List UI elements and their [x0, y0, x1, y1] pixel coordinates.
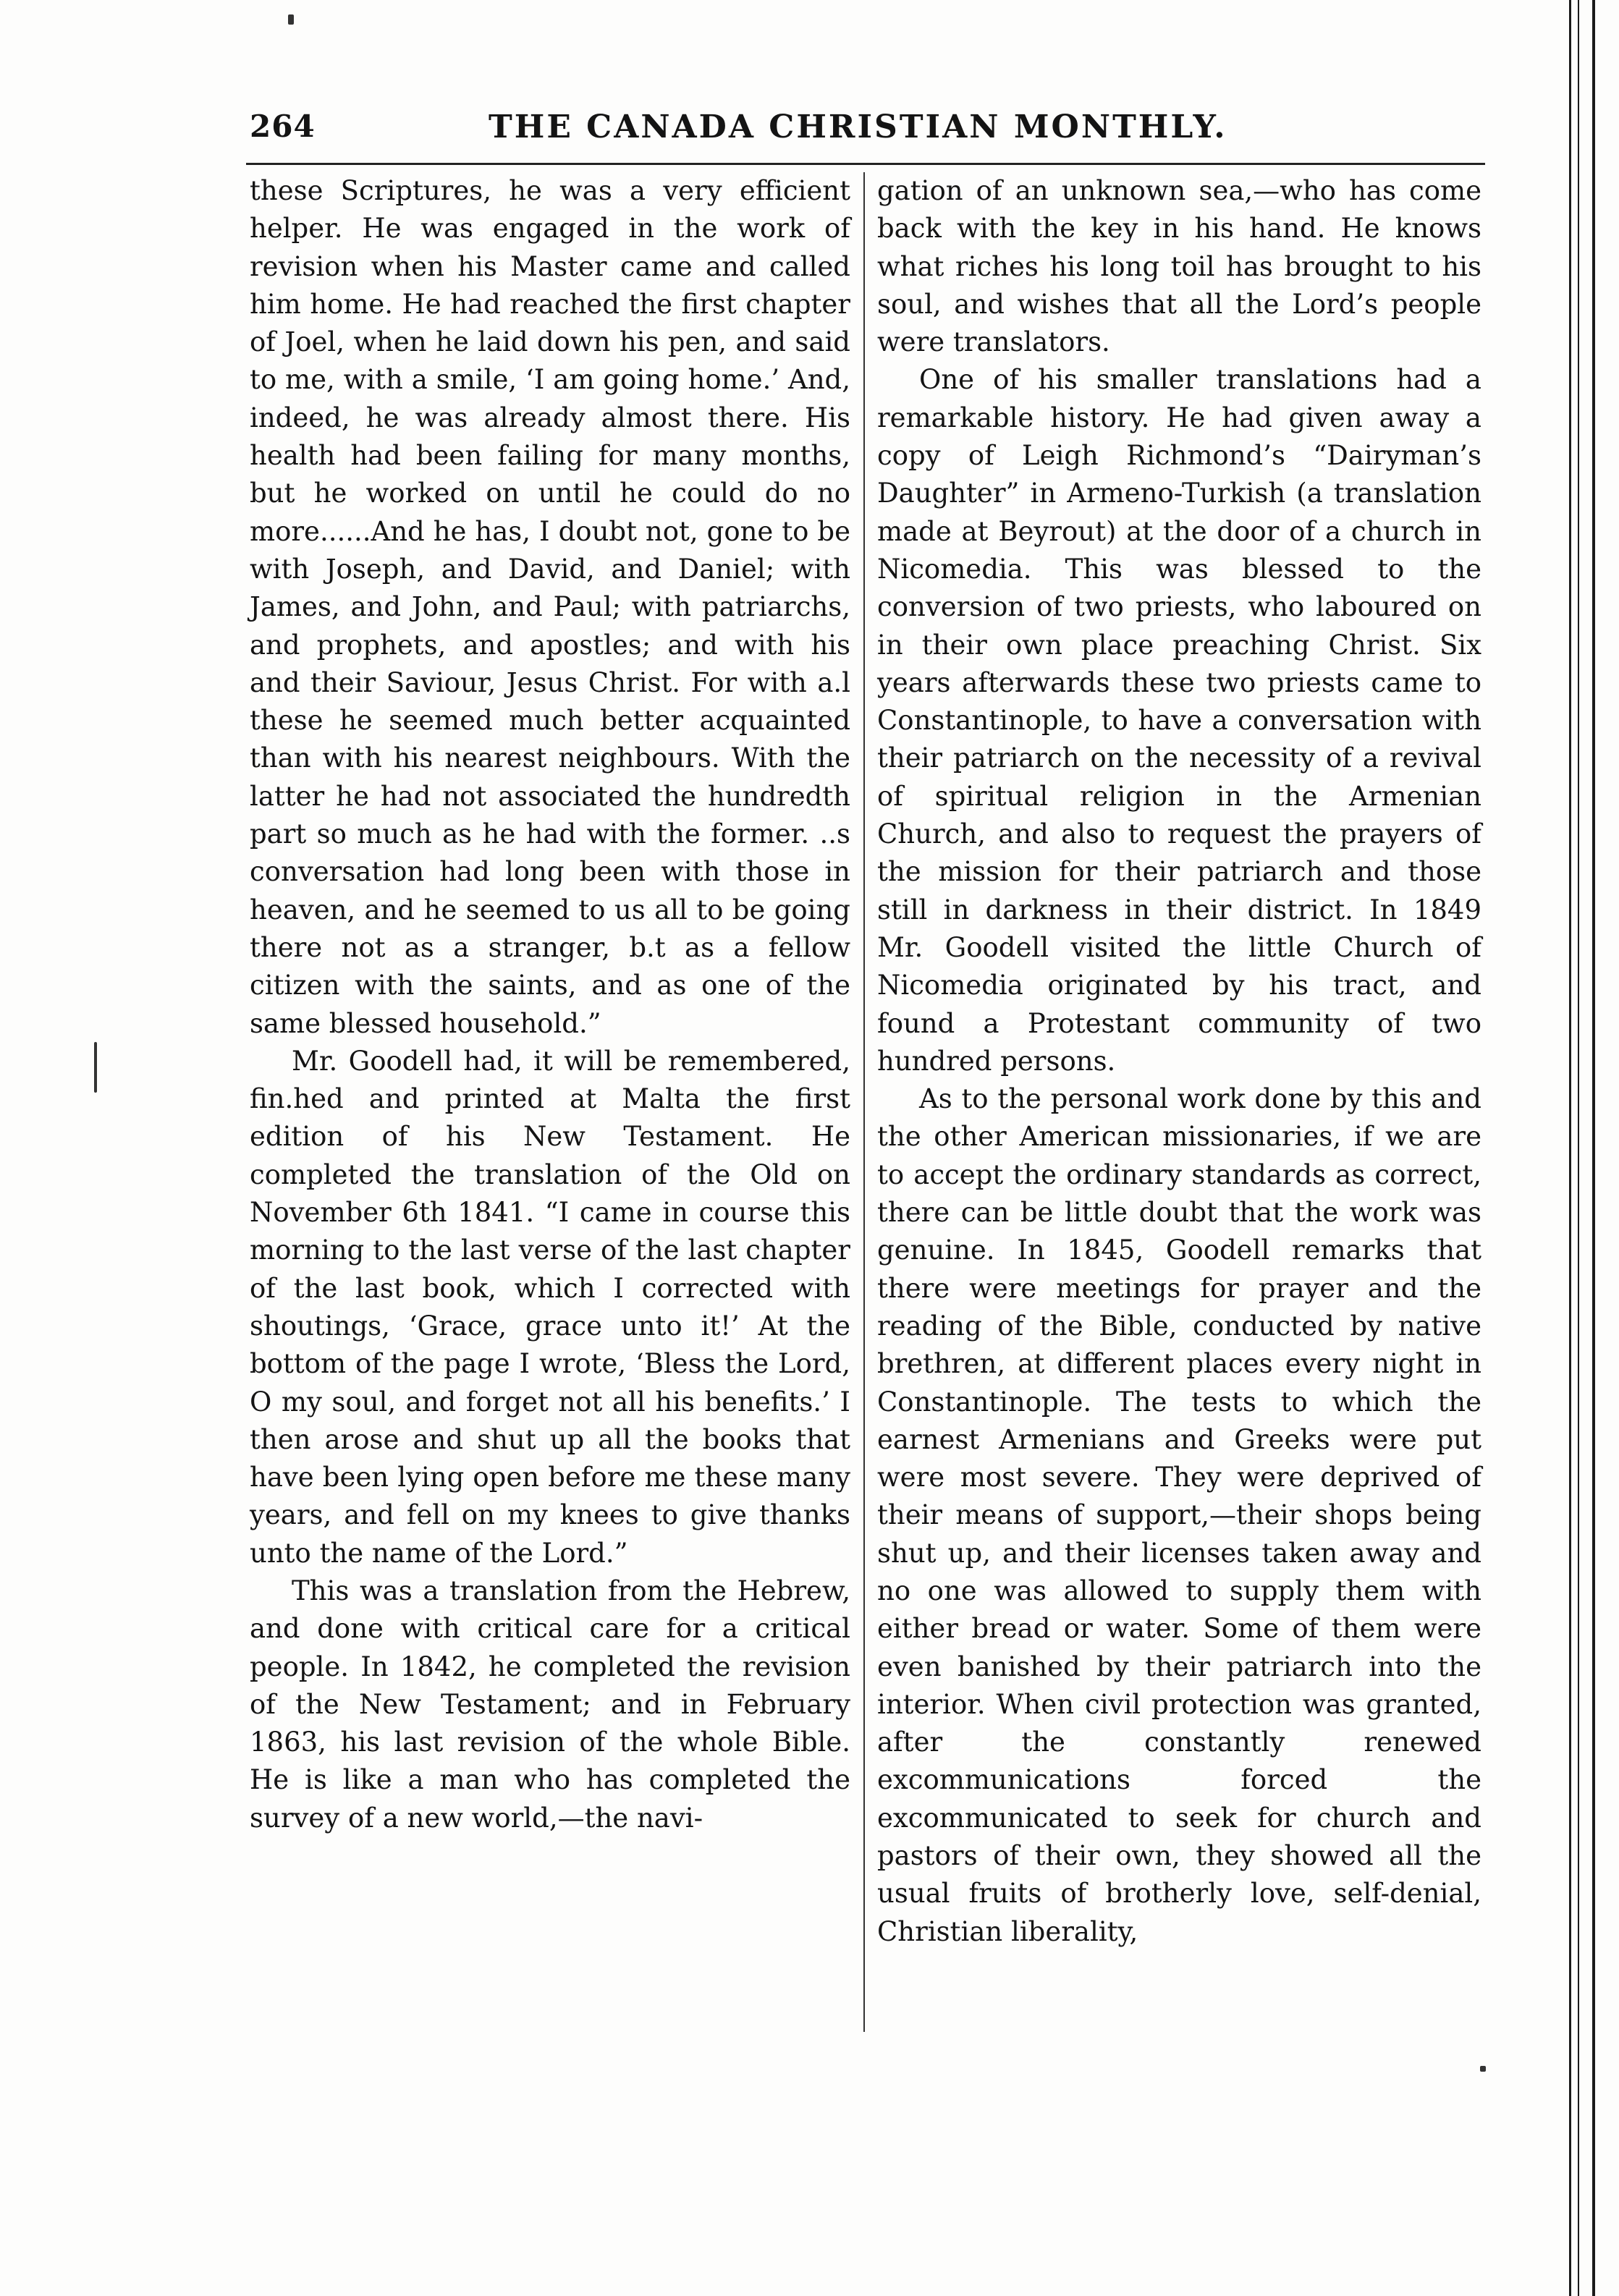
binding-edge-line — [1592, 0, 1595, 2296]
ink-speck — [1480, 2066, 1486, 2072]
left-column — [250, 172, 850, 1837]
paragraph: One of his smaller translations had a remarkable history. He had given away a copy of Leigh Richmond’s “Dairyman’s Daughter” in Armeno-Turkish (a translation made at Beyrout) at the door of a church in Nicomedia. This was blessed to the conversion of two priests, who laboured on in their own place preaching Christ. Six years afterwards these two priests came to Constantinople, to have a conversation with their patriarch on the necessity of a revival of spiritual religion in the Armenian Church, and also to request the prayers of the mission for their patriarch and those still in darkness in their district. In 1849 Mr. Goodell visited the little Church of Nicomedia originated by his tract, and found a Protestant community of two hundred persons. — [877, 364, 1481, 1077]
ink-speck — [288, 14, 294, 25]
column-divider — [863, 172, 865, 2032]
binding-edge-line — [1578, 0, 1579, 2296]
page-number: 264 — [250, 109, 316, 144]
right-column — [877, 172, 1481, 1951]
paragraph: gation of an unknown sea,—who has come back with the key in his hand. He knows what riches his long toil has brought to his soul, and wishes that all the Lord’s people were translators. — [877, 175, 1481, 358]
header-rule — [246, 163, 1485, 165]
running-title: THE CANADA CHRISTIAN MONTHLY. — [489, 109, 1227, 145]
ink-speck — [94, 1042, 97, 1093]
paragraph: This was a translation from the Hebrew, and done with critical care for a critical people. In 1842, he completed the revision of the New Testament; and in February 1863, his last revision of the whole Bible. He is like a man who has completed the survey of a new world,—the navi- — [250, 1575, 850, 1834]
binding-edge-line — [1569, 0, 1571, 2296]
paragraph: Mr. Goodell had, it will be remembered, fin.hed and printed at Malta the first edition of his New Testament. He completed the translation of the Old on November 6th 1841. “I came in course this morning to the last verse of the last chapter of the last book, which I corrected with shoutings, ‘Grace, grace unto it!’ At the bottom of the page I wrote, ‘Bless the Lord, O my soul, and forget not all his benefits.’ I then arose and shut up all the books that have been lying open before me these many years, and fell on my knees to give thanks unto the name of the Lord.” — [250, 1045, 850, 1569]
running-header — [250, 109, 1408, 159]
paragraph: As to the personal work done by this and the other American missionaries, if we are to accept the ordinary standards as correct, there can be little doubt that the work was genuine. In 1845, Goodell remarks that there were meetings for prayer and the reading of the Bible, conducted by native brethren, at different places every night in Constantinople. The tests to which the earnest Armenians and Greeks were put were most severe. They were deprived of their means of support,—their shops being shut up, and their licenses taken away and no one was allowed to supply them with either bread or water. Some of them were even banished by their patriarch into the interior. When civil protection was granted, after the constantly renewed excommunications forced the excommunicated to seek for church and pastors of their own, they showed all the usual fruits of brotherly love, self-denial, Christian liberality, — [877, 1083, 1481, 1947]
paragraph: these Scriptures, he was a very efficient helper. He was engaged in the work of revision when his Master came and called him home. He had reached the first chapter of Joel, when he laid down his pen, and said to me, with a smile, ‘I am going home.’ And, indeed, he was already almost there. His health had been failing for many months, but he worked on until he could do no more......And he has, I doubt not, gone to be with Joseph, and David, and Daniel; with James, and John, and Paul; with patriarchs, and prophets, and apostles; and with his and their Saviour, Jesus Christ. For with a.l these he seemed much better acquainted than with his nearest neighbours. With the latter he had not associated the hundredth part so much as he had with the former. ..s conversation had long been with those in heaven, and he seemed to us all to be going there not as a stranger, b.t as a fellow citizen with the saints, and as one of the same blessed household.” — [250, 175, 850, 1039]
